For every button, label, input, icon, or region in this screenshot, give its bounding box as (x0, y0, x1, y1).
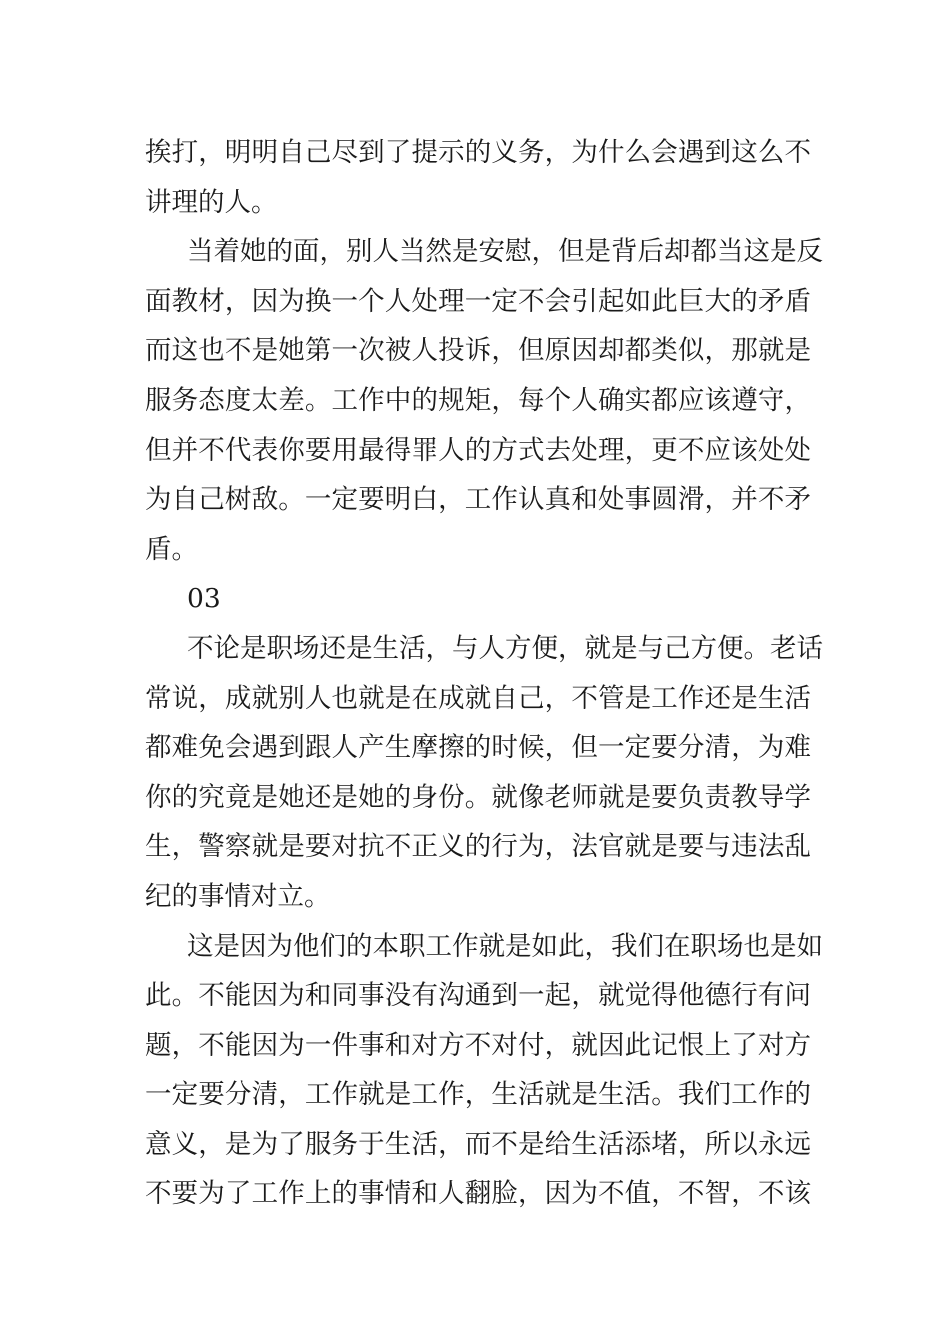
paragraph-start-line: 当着她的面，别人当然是安慰，但是背后却都当这是反 (187, 236, 823, 268)
document-body (145, 128, 823, 1219)
paragraph-start-line: 不论是职场还是生活，与人方便，就是与己方便。老话 (187, 632, 823, 664)
text-line: 常说，成就别人也就是在成就自己，不管是工作还是生活 (145, 682, 811, 714)
text-line: 纪的事情对立。 (145, 880, 331, 912)
text-line: 一定要分清，工作就是工作，生活就是生活。我们工作的 (145, 1079, 811, 1111)
text-line: 题，不能因为一件事和对方不对付，就因此记恨上了对方 (145, 1029, 811, 1061)
text-line: 挨打，明明自己尽到了提示的义务，为什么会遇到这么不 (145, 137, 811, 168)
text-line: 讲理的人。 (145, 186, 278, 218)
text-line: 此。不能因为和同事没有沟通到一起，就觉得他德行有问 (145, 980, 811, 1012)
text-line: 生，警察就是要对抗不正义的行为，法官就是要与违法乱 (145, 831, 811, 863)
section-number: 03 (187, 583, 221, 615)
text-line: 你的究竟是她还是她的身份。就像老师就是要负责教导学 (145, 781, 811, 813)
paragraph-start-line: 这是因为他们的本职工作就是如此，我们在职场也是如 (187, 930, 823, 962)
text-line: 面教材，因为换一个人处理一定不会引起如此巨大的矛盾 (145, 285, 811, 317)
text-line: 盾。 (145, 533, 198, 565)
text-line: 而这也不是她第一次被人投诉，但原因却都类似，那就是 (145, 335, 811, 367)
text-line: 但并不代表你要用最得罪人的方式去处理，更不应该处处 (145, 434, 811, 466)
text-line: 意义，是为了服务于生活，而不是给生活添堵，所以永远 (145, 1128, 811, 1160)
text-line: 不要为了工作上的事情和人翻脸，因为不值，不智，不该 (145, 1178, 811, 1210)
text-line: 服务态度太差。工作中的规矩，每个人确实都应该遵守， (145, 384, 811, 416)
text-line: 为自己树敌。一定要明白，工作认真和处事圆滑，并不矛 (145, 484, 811, 516)
text-line: 都难免会遇到跟人产生摩擦的时候，但一定要分清，为难 (145, 732, 811, 764)
